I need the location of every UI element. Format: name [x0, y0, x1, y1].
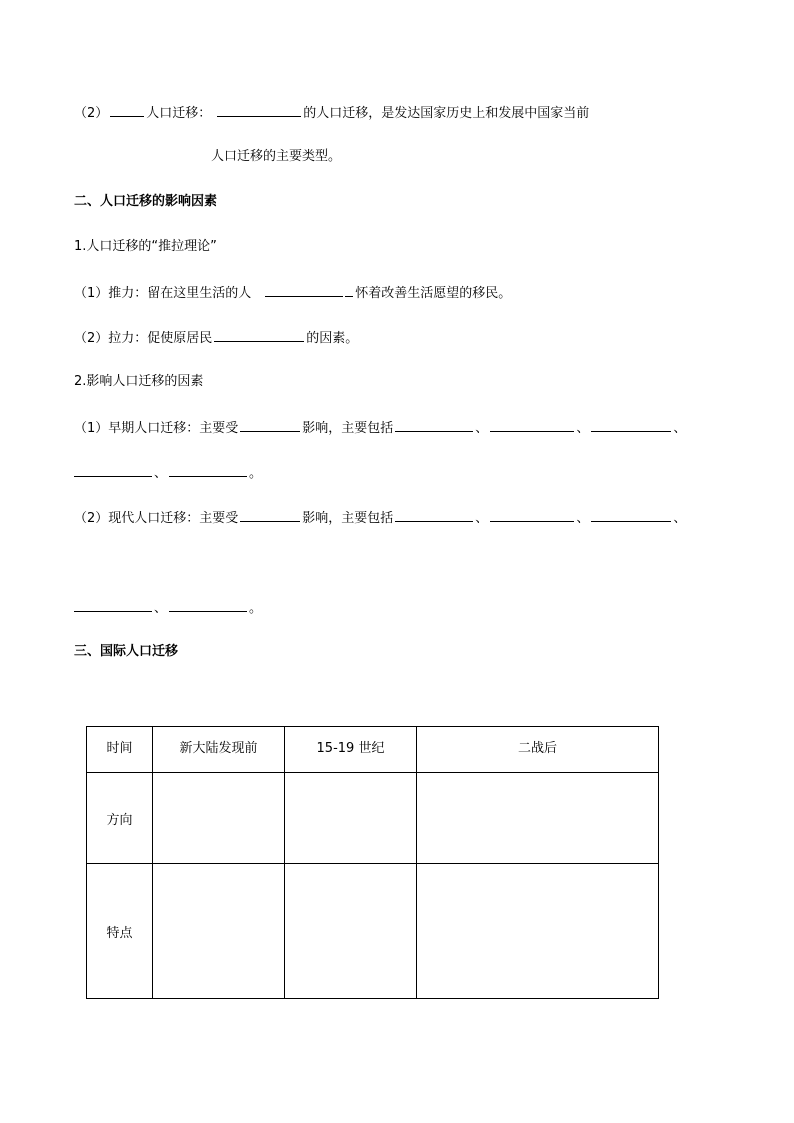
answer-blank[interactable] [214, 328, 304, 342]
section-3-title: 三、国际人口迁移 [74, 644, 179, 659]
modern-prefix: （2）现代人口迁移：主要受 [74, 511, 239, 526]
row-label-direction: 方向 [87, 773, 153, 864]
answer-blank[interactable] [490, 508, 574, 522]
sep: 、 [673, 421, 687, 436]
early-line-1 [74, 418, 686, 438]
answer-cell[interactable] [417, 773, 659, 864]
answer-blank[interactable] [395, 418, 473, 432]
q2-prefix: （2） [74, 106, 109, 121]
item-1-title: 1.人口迁移的“推拉理论” [74, 239, 217, 254]
answer-blank[interactable] [591, 418, 671, 432]
row-label-features: 特点 [87, 864, 153, 999]
early-mid: 影响，主要包括 [302, 421, 394, 436]
item-2-title: 2.影响人口迁移的因素 [74, 374, 204, 389]
answer-blank[interactable] [395, 508, 473, 522]
section-2-title: 二、人口迁移的影响因素 [74, 194, 218, 209]
sep: 、 [576, 511, 590, 526]
sep: 、 [576, 421, 590, 436]
answer-blank[interactable] [490, 418, 574, 432]
table-header-cell: 15-19 世纪 [285, 727, 417, 773]
answer-cell[interactable] [285, 864, 417, 999]
q2-text-2: 的人口迁移，是发达国家历史上和发展中国家当前 [303, 106, 590, 121]
answer-cell[interactable] [417, 864, 659, 999]
answer-blank-tail [345, 283, 353, 297]
modern-mid: 影响，主要包括 [302, 511, 394, 526]
early-prefix: （1）早期人口迁移：主要受 [74, 421, 239, 436]
table-header-row [87, 727, 659, 773]
answer-blank[interactable] [74, 463, 152, 477]
q2-line-2: 人口迁移的主要类型。 [211, 149, 342, 164]
sep: 、 [673, 511, 687, 526]
table-row [87, 773, 659, 864]
modern-line-2 [74, 598, 262, 618]
q2-line-1 [74, 103, 589, 123]
answer-blank[interactable] [169, 598, 247, 612]
answer-blank[interactable] [240, 508, 300, 522]
table-row [87, 864, 659, 999]
answer-cell[interactable] [153, 773, 285, 864]
answer-blank[interactable] [217, 103, 301, 117]
table-header-cell: 二战后 [417, 727, 659, 773]
early-line-2 [74, 463, 262, 483]
pull-line [74, 328, 358, 348]
answer-blank[interactable] [74, 598, 152, 612]
pull-suffix: 的因素。 [306, 331, 359, 346]
push-suffix: 怀着改善生活愿望的移民。 [355, 286, 512, 301]
push-line [74, 283, 511, 303]
answer-cell[interactable] [285, 773, 417, 864]
push-prefix: （1）推力：留在这里生活的人 [74, 286, 252, 301]
answer-blank[interactable] [240, 418, 300, 432]
sep: 、 [475, 421, 489, 436]
sep: 、 [154, 601, 168, 616]
end-mark: 。 [249, 601, 263, 616]
migration-table [86, 726, 659, 999]
answer-blank[interactable] [110, 103, 144, 117]
modern-line-1 [74, 508, 686, 528]
answer-blank[interactable] [265, 283, 343, 297]
end-mark: 。 [249, 466, 263, 481]
table-header-cell: 新大陆发现前 [153, 727, 285, 773]
answer-cell[interactable] [153, 864, 285, 999]
sep: 、 [475, 511, 489, 526]
pull-prefix: （2）拉力：促使原居民 [74, 331, 213, 346]
table-header-cell: 时间 [87, 727, 153, 773]
q2-text-1: 人口迁移： [146, 106, 212, 121]
answer-blank[interactable] [169, 463, 247, 477]
answer-blank[interactable] [591, 508, 671, 522]
sep: 、 [154, 466, 168, 481]
